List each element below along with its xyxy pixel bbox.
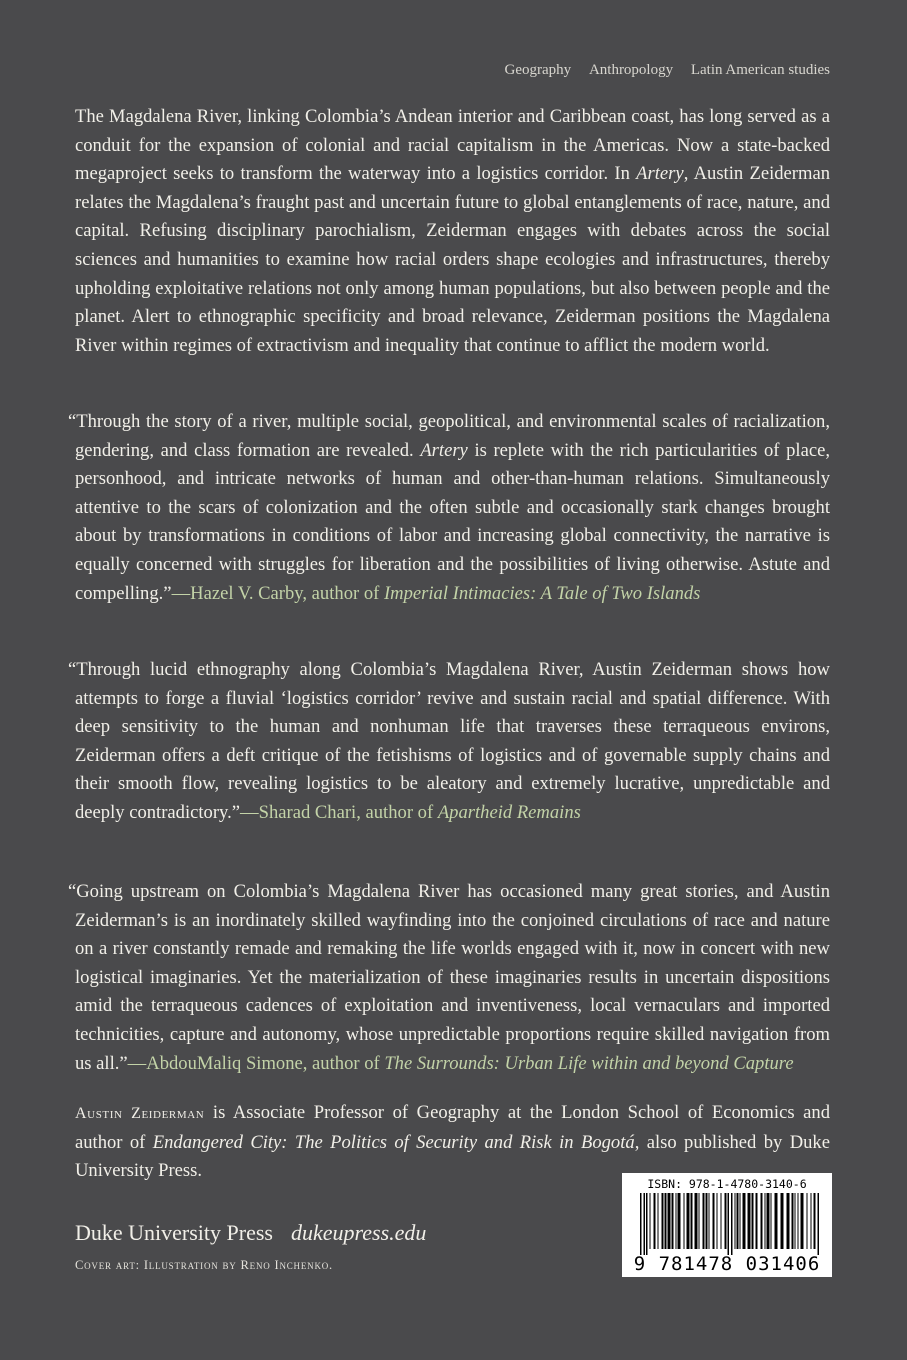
blurb-attribution: —Hazel V. Carby, author of Imperial Intimacies: A Tale of Two Islands (171, 582, 701, 604)
barcode-bar (644, 1193, 646, 1255)
barcode-bar (650, 1193, 651, 1249)
barcode-bar (676, 1193, 677, 1249)
publisher-name: Duke University Press (75, 1220, 273, 1245)
blurb-chari (68, 656, 830, 828)
barcode-bar (662, 1193, 664, 1249)
description-book-title: Artery (636, 163, 684, 185)
barcode-bar (807, 1193, 808, 1249)
barcode-bar (771, 1193, 772, 1249)
blurb-attribution: —AbdouMaliq Simone, author of The Surrounds: Urban Life within and beyond Capture (127, 1052, 794, 1074)
author-name: Austin Zeiderman (75, 1105, 205, 1122)
barcode-bar (748, 1193, 751, 1249)
barcode-bar (721, 1193, 722, 1249)
barcode-bar (737, 1193, 739, 1249)
barcode-bar (640, 1193, 642, 1255)
bio-text: , also published by Duke University Press. (75, 1131, 830, 1182)
barcode-digits: 9 781478 031406 (633, 1253, 821, 1275)
barcode-bar (752, 1193, 754, 1249)
blurb-attribution: —Sharad Chari, author of Apartheid Remains (240, 801, 581, 823)
blurb-carby (68, 408, 830, 608)
barcode-bar (740, 1193, 741, 1249)
barcode-bar (695, 1193, 698, 1249)
bio-text: is Associate Professor of Geography at the London School of Economics and author of (75, 1102, 830, 1153)
barcode-bar (703, 1193, 705, 1249)
barcode-bar (814, 1193, 816, 1249)
barcode-bar (818, 1193, 820, 1255)
barcode-bar (717, 1193, 718, 1249)
book-description (75, 103, 830, 360)
barcode-bar (672, 1193, 674, 1249)
barcode-bar (781, 1193, 784, 1249)
barcode-bar (756, 1193, 758, 1249)
isbn-label: ISBN: 978-1-4780-3140-6 (647, 1177, 807, 1191)
description-part2: , Austin Zeiderman relates the Magdalena’s fraught past and uncertain future to global entanglements of race, nature, and capital. Refusing disciplinary parochialism, Zeiderman engages with debates across the social sciences and humanities to examine how racial orders shape ecologies and infrastructures, thereby upholding exploitative relations not only among human populations, but also between people and the planet. Alert to ethnographic specificity and broad relevance, Zeiderman positions the Magdalena River within regimes of extractivism and inequality that continue to afflict the modern world. (75, 163, 830, 356)
barcode-bar (725, 1193, 727, 1249)
barcode-bar (691, 1193, 693, 1249)
barcode-bar (658, 1193, 659, 1249)
isbn-barcode (622, 1173, 832, 1277)
bio-book-title: Endangered City: The Politics of Security and Risk in Bogotá (152, 1131, 635, 1153)
description-part1: The Magdalena River, linking Colombia’s Andean interior and Caribbean coast, has long served as a conduit for the expansion of colonial and racial capitalism in the Americas. Now a state-backed megaproject seeks to transform the waterway into a logistics corridor. In (75, 106, 830, 185)
subject-categories (491, 62, 830, 79)
barcode-bar (798, 1193, 799, 1249)
barcode-bar (665, 1193, 667, 1249)
barcode-bar (801, 1193, 804, 1249)
barcode-bar (687, 1193, 690, 1249)
blurb-book-title: Artery (420, 439, 468, 461)
blurb-attribution-work: Imperial Intimacies: A Tale of Two Islands (383, 582, 701, 604)
barcode-bar (731, 1193, 733, 1255)
barcode-bar (765, 1193, 766, 1249)
barcode-bar (735, 1193, 736, 1249)
publisher-website: dukeupress.edu (290, 1220, 427, 1245)
blurb-text: is replete with the rich particularities of place, personhood, and intricate networks of human and other-than-human relations. Simultaneously attentive to the scars of colonization and the often subtle and occasionally stark changes brought about by transformations in conditions of labor and increasing global connectivity, the narrative is equally concerned with struggles for liberation and the possibilities of living otherwise. Astute and compelling.” (75, 439, 830, 604)
blurb-simone (68, 878, 830, 1078)
barcode-bar (792, 1193, 794, 1249)
subject-anthropology: Anthropology (588, 62, 674, 78)
barcode-bar (728, 1193, 730, 1255)
barcode-bar (684, 1193, 685, 1249)
barcode-bar (767, 1193, 770, 1249)
blurb-attribution-work: Apartheid Remains (437, 801, 581, 823)
blurb-attribution-work: The Surrounds: Urban Life within and beyond Capture (384, 1052, 794, 1074)
barcode-bar (678, 1193, 681, 1249)
barcode-bar (795, 1193, 796, 1249)
blurb-text: “Through the story of a river, multiple social, geopolitical, and environmental scales of racialization, gendering, and class formation are revealed. (68, 411, 830, 461)
barcode-bar (654, 1193, 656, 1249)
subject-geography: Geography (504, 62, 572, 78)
barcode-bar (713, 1193, 715, 1249)
barcode-bar (709, 1193, 710, 1249)
barcode-bar (761, 1193, 763, 1249)
blurb-text: “Through lucid ethnography along Colombia’s Magdalena River, Austin Zeiderman shows how attempts to forge a fluvial ‘logistics corridor’ revive and sustain racial and spatial difference. With deep sensitivity to the human and nonhuman life that traverses these terraqueous environs, Zeiderman offers a deft critique of the fetishisms of logistics and of governable supply chains and their smooth flow, revealing logistics to be aleatory and extremely lucrative, unpredictable and deeply contradictory.” (68, 659, 830, 823)
barcode-bar (699, 1193, 700, 1249)
barcode-bar (787, 1193, 790, 1249)
publisher-line (75, 1220, 426, 1246)
cover-art-credit: Cover art: Illustration by Reno Inchenko. (75, 1258, 333, 1272)
barcode-bar (668, 1193, 671, 1249)
barcode-bar (706, 1193, 708, 1249)
barcode-bar (811, 1193, 812, 1249)
subject-latin-american-studies: Latin American studies (690, 62, 830, 78)
barcode-bar (743, 1193, 746, 1249)
blurb-text: “Going upstream on Colombia’s Magdalena River has occasioned many great stories, and Austin Zeiderman’s is an inordinately skilled wayfinding into the conjoined circulations of race and nature on a river constantly remade and remaking the life worlds engaged with it, now in concert with new logistical imaginaries. Yet the materialization of these imaginaries results in uncertain dispositions amid the terraqueous cadences of exploitation and inventiveness, local vernaculars and imported technicities, capture and autonomy, whose unpredictable proportions require skilled navigation from us all.” (68, 881, 830, 1074)
barcode-bar (775, 1193, 778, 1249)
barcode-bar (646, 1193, 648, 1255)
